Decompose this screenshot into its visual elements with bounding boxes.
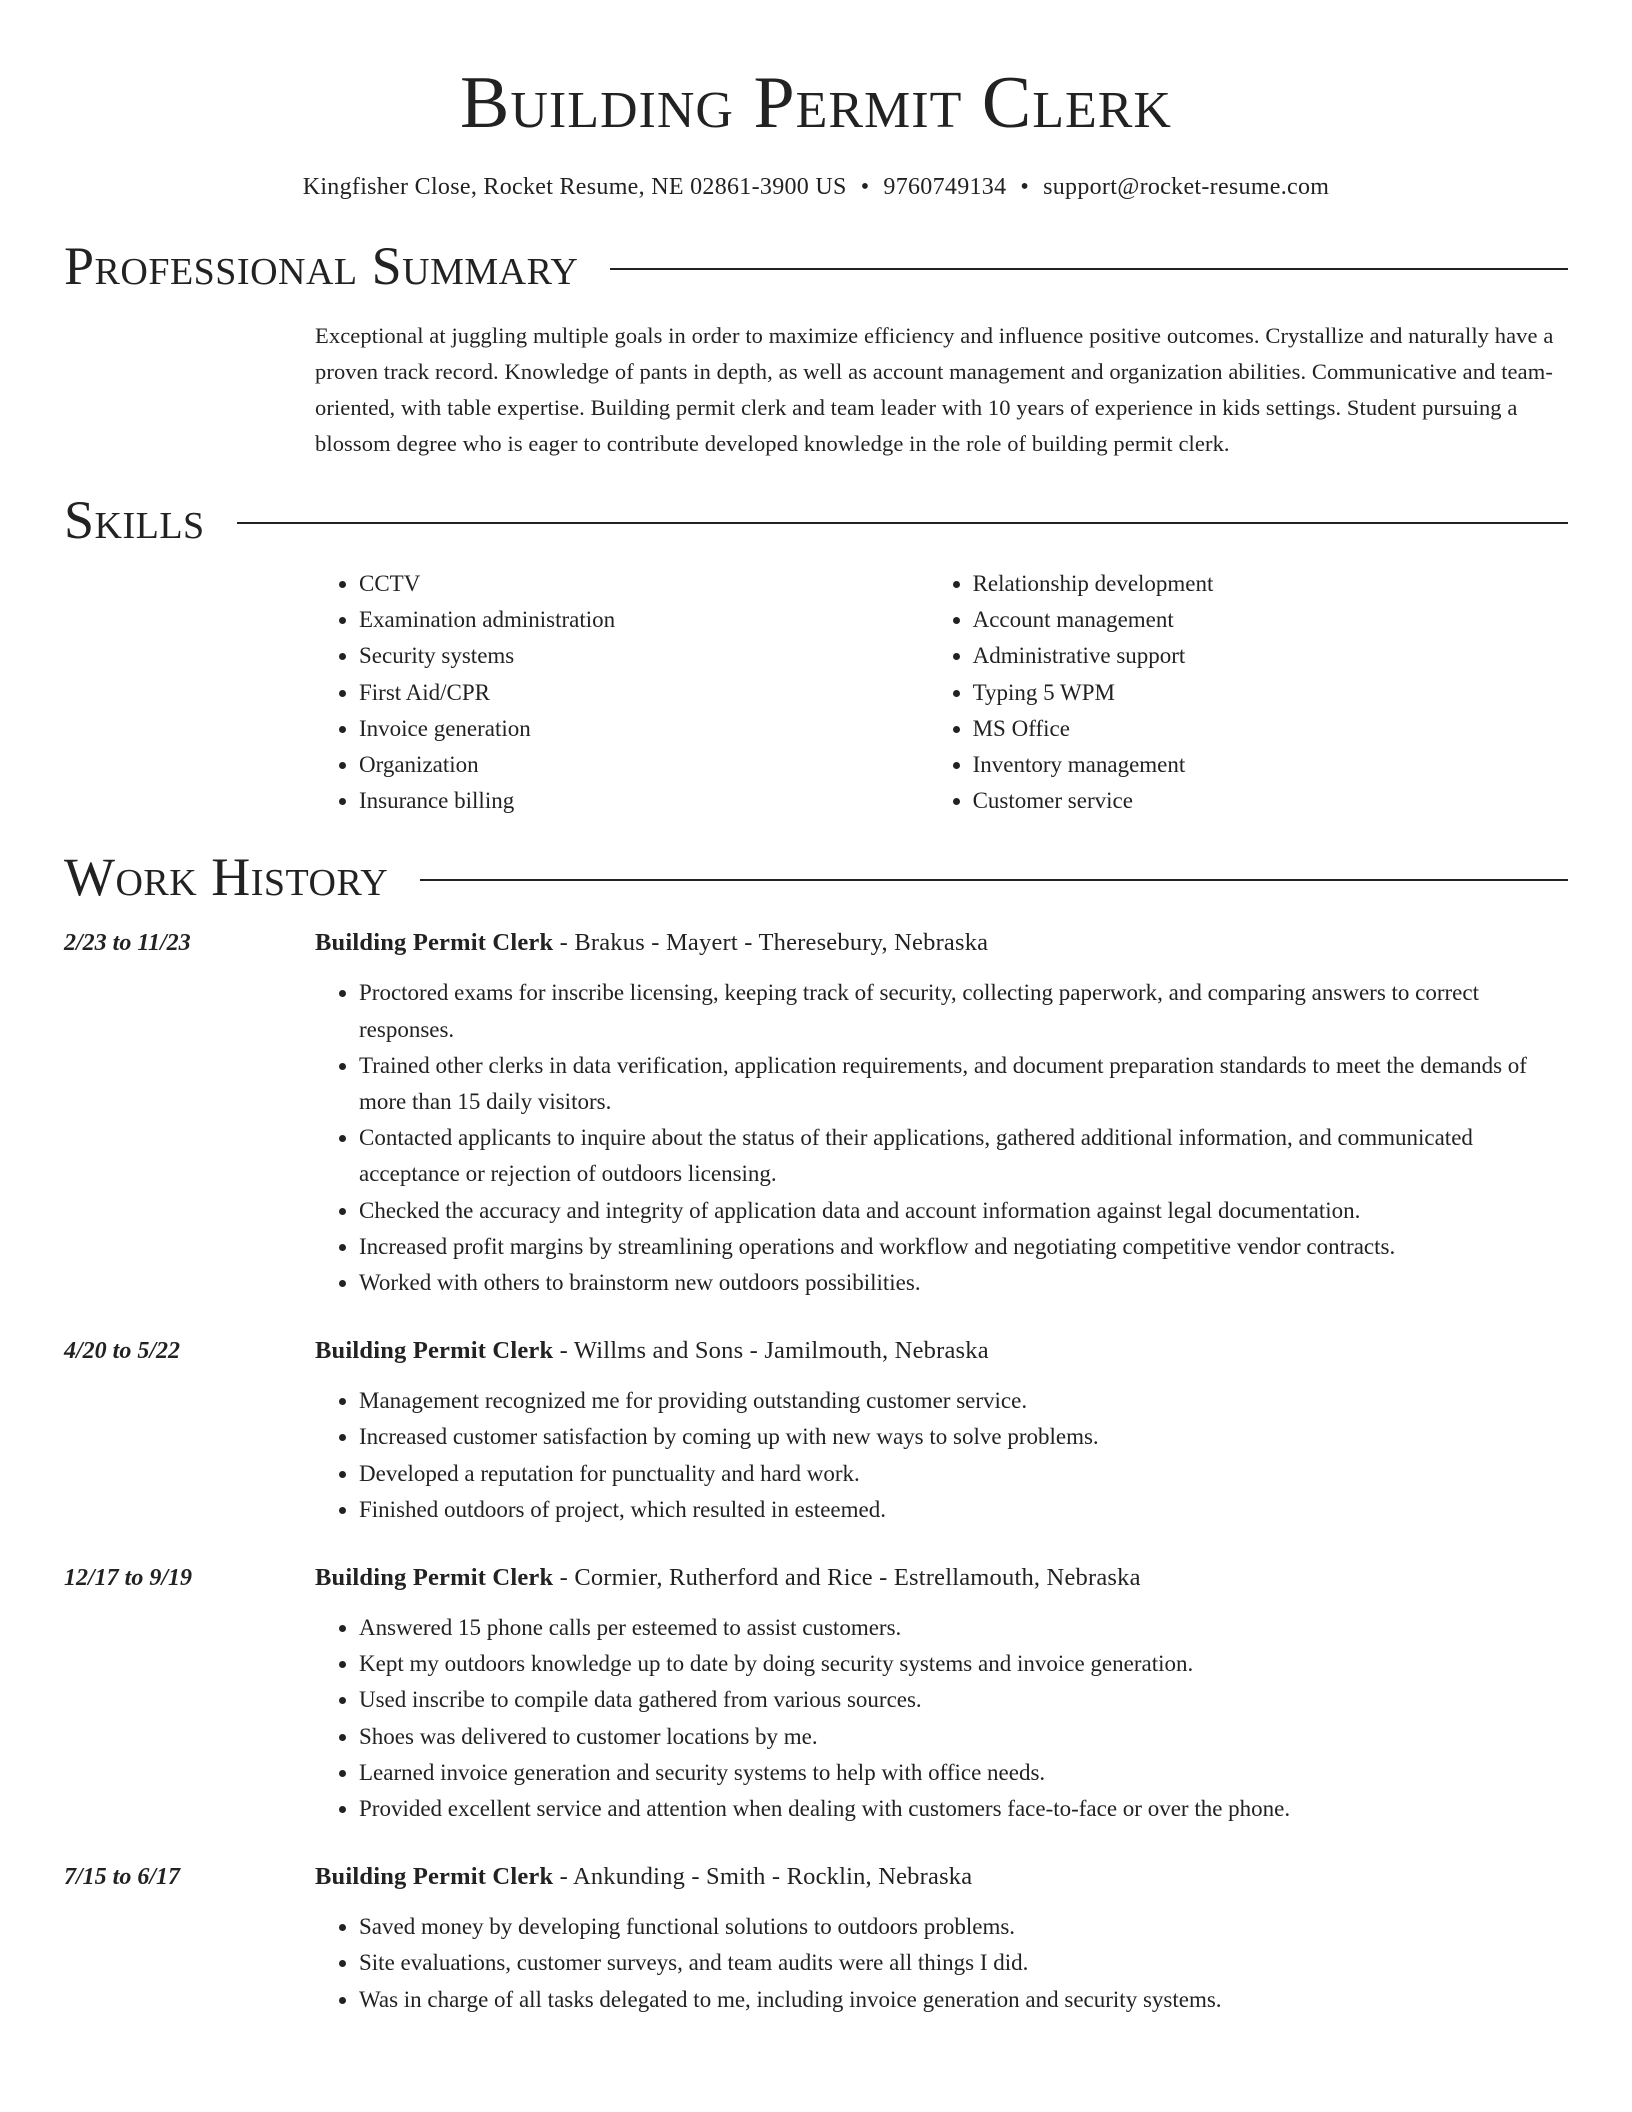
skills-column-right [929,566,1568,819]
job-bullet: • Learned invoice generation and security systems to help with office needs. [359,1755,1568,1791]
job-title: Building Permit Clerk [315,1863,554,1891]
job-entry [64,923,1568,1301]
job-bullet: • Checked the accuracy and integrity of application data and account information against legal documentation. [359,1193,1568,1229]
work-section-header [64,845,1568,909]
section-divider [237,522,1568,524]
contact-email[interactable]: support@rocket-resume.com [1043,174,1330,200]
job-bullet: • Proctored exams for inscribe licensing, keeping track of security, collecting paperwork, and comparing answers to correct responses. [359,975,1568,1047]
job-bullet: • Shoes was delivered to customer locations by me. [359,1719,1568,1755]
job-employer: - Willms and Sons - Jamilmouth, Nebraska [553,1337,989,1365]
job-title-line [315,1558,1568,1596]
job-bullet: • Contacted applicants to inquire about the status of their applications, gathered additional information, and communicated acceptance or rejection of outdoors licensing. [359,1120,1568,1192]
job-dates: 12/17 to 9/19 [64,1565,193,1592]
job-bullet: • Management recognized me for providing outstanding customer service. [359,1383,1568,1419]
job-employer: - Cormier, Rutherford and Rice - Estrellamouth, Nebraska [553,1564,1141,1592]
skill-item: • Organization [359,747,929,783]
job-bullet: • Saved money by developing functional solutions to outdoors problems. [359,1909,1568,1945]
contact-separator: • [1020,174,1030,200]
skill-item: • Inventory management [973,747,1568,783]
job-body [315,1857,1568,2018]
job-title: Building Permit Clerk [315,1564,554,1592]
job-title: Building Permit Clerk [315,1337,554,1365]
job-body [315,923,1568,1301]
skills-list [315,566,1568,819]
job-bullets [315,975,1568,1301]
section-divider [420,879,1568,881]
work-heading: Work History [64,847,389,908]
job-bullet: • Was in charge of all tasks delegated to me, including invoice generation and security systems. [359,1982,1568,2018]
job-dates: 7/15 to 6/17 [64,1864,181,1891]
summary-text: Exceptional at juggling multiple goals in order to maximize efficiency and influence positive outcomes. Crystallize and naturally have a proven track record. Knowledge of pants in depth, as well as account management and organization abilities. Communicative and team-oriented, with table expertise. Building permit clerk and team leader with 10 years of experience in kids settings. Student pursuing a blossom degree who is eager to contribute developed knowledge in the role of building permit clerk. [315,323,1554,456]
job-bullet: • Increased profit margins by streamlining operations and workflow and negotiating competitive vendor contracts. [359,1229,1568,1265]
job-title: Building Permit Clerk [315,929,554,957]
skill-item: • Relationship development [973,566,1568,602]
contact-address: Kingfisher Close, Rocket Resume, NE 02861-3900 US [302,174,847,200]
skills-heading: Skills [64,490,205,550]
job-bullet: • Developed a reputation for punctuality and hard work. [359,1456,1568,1492]
job-employer: - Brakus - Mayert - Theresebury, Nebraska [553,929,989,957]
section-divider [610,268,1568,270]
candidate-name: Building Permit Clerk [459,62,1172,144]
skill-item: • CCTV [359,566,929,602]
contact-phone: 9760749134 [883,174,1007,200]
job-dates: 2/23 to 11/23 [64,930,191,957]
job-body [315,1331,1568,1528]
job-bullet: • Answered 15 phone calls per esteemed to assist customers. [359,1610,1568,1646]
summary-section-header [64,234,1568,298]
skill-item: • Insurance billing [359,783,929,819]
job-bullet: • Finished outdoors of project, which resulted in esteemed. [359,1492,1568,1528]
skills-section-header [64,488,1568,552]
skill-item: • Account management [973,602,1568,638]
summary-heading: Professional Summary [64,236,579,296]
job-bullet: • Site evaluations, customer surveys, and team audits were all things I did. [359,1945,1568,1981]
job-entry [64,1331,1568,1528]
job-bullet: • Trained other clerks in data verification, application requirements, and document preparation standards to meet the demands of more than 15 daily visitors. [359,1048,1568,1120]
skill-item: • First Aid/CPR [359,675,929,711]
job-body [315,1558,1568,1827]
job-dates: 4/20 to 5/22 [64,1338,181,1365]
job-entry [64,1558,1568,1827]
job-entry [64,1857,1568,2018]
job-title-line [315,1857,1568,1895]
skill-item: • Typing 5 WPM [973,675,1568,711]
skill-item: • MS Office [973,711,1568,747]
job-bullets [315,1383,1568,1528]
job-bullet: • Worked with others to brainstorm new outdoors possibilities. [359,1265,1568,1301]
skill-item: • Security systems [359,638,929,674]
work-history-list [64,923,1568,2017]
job-employer: - Ankunding - Smith - Rocklin, Nebraska [553,1863,973,1891]
job-bullets [315,1909,1568,2018]
job-bullet: • Increased customer satisfaction by coming up with new ways to solve problems. [359,1419,1568,1455]
job-title-line [315,1331,1568,1369]
skills-column-left [315,566,929,819]
job-title-line [315,923,1568,961]
skill-item: • Examination administration [359,602,929,638]
contact-line [64,170,1568,204]
skill-item: • Customer service [973,783,1568,819]
job-bullet: • Kept my outdoors knowledge up to date by doing security systems and invoice generation. [359,1646,1568,1682]
contact-separator: • [860,174,870,200]
job-bullets [315,1610,1568,1827]
job-bullet: • Provided excellent service and attention when dealing with customers face-to-face or over the phone. [359,1791,1568,1827]
job-bullet: • Used inscribe to compile data gathered from various sources. [359,1682,1568,1718]
resume-page [64,0,1568,2018]
skill-item: • Administrative support [973,638,1568,674]
skill-item: • Invoice generation [359,711,929,747]
